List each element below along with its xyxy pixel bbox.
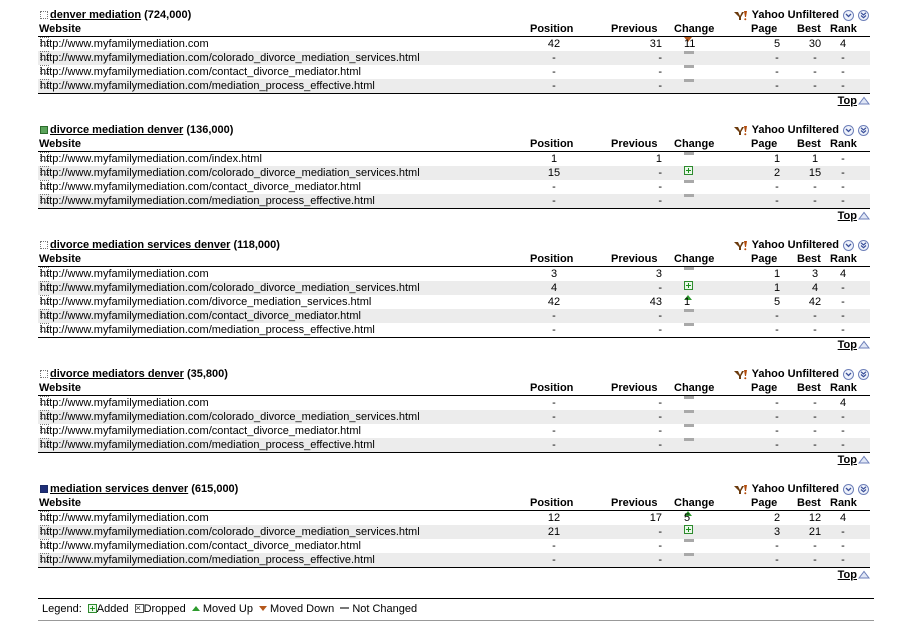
- page-cell: -: [775, 397, 779, 409]
- position-cell: 42: [547, 38, 561, 50]
- header-website[interactable]: Website: [39, 382, 81, 394]
- header-previous[interactable]: Previous: [611, 138, 658, 150]
- position-cell: -: [552, 181, 556, 193]
- position-cell: -: [552, 66, 556, 78]
- url-link[interactable]: http://www.myfamilymediation.com/contact_divorce_mediator.html: [40, 540, 361, 552]
- keyword-heading: [40, 482, 238, 496]
- previous-cell: 43: [649, 296, 662, 308]
- position-cell: 21: [547, 526, 561, 538]
- keyword-volume: (35,800): [186, 368, 228, 380]
- url-link[interactable]: http://www.myfamilymediation.com: [40, 268, 209, 280]
- header-position[interactable]: Position: [530, 253, 574, 265]
- rank-cell: -: [841, 526, 845, 538]
- added-icon: [684, 281, 693, 290]
- double-chevron-down-icon[interactable]: [858, 10, 869, 21]
- rank-cell: -: [841, 439, 845, 451]
- engine-label[interactable]: Yahoo Unfiltered: [751, 9, 839, 21]
- chevron-down-icon[interactable]: [843, 125, 854, 136]
- header-page[interactable]: Page: [751, 138, 778, 150]
- previous-cell: -: [658, 52, 662, 64]
- header-change[interactable]: Change: [674, 23, 715, 35]
- keyword-volume: (136,000): [186, 124, 234, 136]
- url-link[interactable]: http://www.myfamilymediation.com: [40, 38, 209, 50]
- rank-cell: -: [841, 554, 845, 566]
- top-link[interactable]: [838, 454, 870, 467]
- url-link[interactable]: http://www.myfamilymediation.com/divorce_mediation_services.html: [40, 296, 372, 308]
- legend-dropped: [135, 603, 186, 615]
- url-link[interactable]: http://www.myfamilymediation.com: [40, 512, 209, 524]
- header-change[interactable]: Change: [674, 382, 715, 394]
- table-row: [38, 295, 870, 309]
- rankings-table: [38, 253, 870, 338]
- best-cell: -: [813, 181, 817, 193]
- position-cell: 15: [547, 167, 561, 179]
- legend-bottom-divider: [38, 620, 874, 621]
- header-best[interactable]: Best: [797, 253, 821, 265]
- url-link[interactable]: http://www.myfamilymediation.com/colorado_divorce_mediation_services.html: [40, 526, 420, 538]
- keyword-volume: (118,000): [233, 239, 280, 251]
- best-cell: 3: [811, 268, 819, 280]
- yahoo-icon: [734, 125, 748, 135]
- table-row: [38, 438, 870, 453]
- up-arrow-icon: [858, 340, 870, 353]
- not-changed-icon: [684, 51, 694, 54]
- keyword-link[interactable]: mediation services denver: [50, 483, 189, 495]
- previous-cell: -: [658, 181, 662, 193]
- rank-cell: -: [841, 195, 845, 207]
- engine-selector: [734, 7, 869, 23]
- url-link[interactable]: http://www.myfamilymediation.com/mediation_process_effective.html: [40, 324, 375, 336]
- keyword-volume: (615,000): [191, 483, 239, 495]
- header-website[interactable]: Website: [39, 253, 81, 265]
- rank-cell: -: [841, 296, 845, 308]
- not-changed-icon: [684, 65, 694, 68]
- rank-cell: 4: [839, 397, 847, 409]
- best-cell: -: [813, 425, 817, 437]
- best-cell: -: [813, 397, 817, 409]
- chevron-down-icon[interactable]: [843, 240, 854, 251]
- url-link[interactable]: http://www.myfamilymediation.com/colorado_divorce_mediation_services.html: [40, 167, 420, 179]
- previous-cell: -: [658, 397, 662, 409]
- change-value: 5: [684, 512, 691, 524]
- best-cell: 12: [808, 512, 822, 524]
- position-cell: -: [552, 425, 556, 437]
- previous-cell: -: [658, 310, 662, 322]
- page-cell: -: [775, 324, 779, 336]
- chevron-down-icon[interactable]: [843, 10, 854, 21]
- top-link[interactable]: [838, 210, 870, 223]
- table-row: [38, 553, 870, 568]
- header-position[interactable]: Position: [530, 497, 574, 509]
- rank-cell: 4: [839, 512, 847, 524]
- rank-cell: 4: [839, 268, 847, 280]
- position-cell: -: [552, 195, 556, 207]
- change-value: 11: [684, 38, 696, 50]
- rank-cell: -: [841, 153, 845, 165]
- header-rank[interactable]: Rank: [830, 253, 857, 265]
- legend-title: Legend:: [42, 603, 82, 615]
- not-changed-icon: [684, 309, 694, 312]
- yahoo-icon: [734, 240, 748, 250]
- header-page[interactable]: Page: [751, 253, 778, 265]
- previous-cell: -: [658, 526, 662, 538]
- top-link-label[interactable]: Top: [837, 339, 857, 351]
- url-link[interactable]: http://www.myfamilymediation.com/colorado_divorce_mediation_services.html: [40, 52, 420, 64]
- table-row: [38, 281, 870, 295]
- table-row: [38, 51, 870, 65]
- engine-label[interactable]: Yahoo Unfiltered: [751, 124, 839, 136]
- engine-label[interactable]: Yahoo Unfiltered: [751, 483, 839, 495]
- legend-divider: [38, 598, 874, 599]
- top-link-label[interactable]: Top: [837, 210, 857, 222]
- table-row: [38, 410, 870, 424]
- rank-cell: -: [841, 540, 845, 552]
- header-rank[interactable]: Rank: [830, 497, 857, 509]
- rank-cell: -: [841, 80, 845, 92]
- header-change[interactable]: Change: [674, 138, 715, 150]
- table-row: [38, 511, 870, 525]
- page-cell: -: [775, 425, 779, 437]
- page-cell: -: [775, 439, 779, 451]
- previous-cell: 31: [649, 38, 662, 50]
- legend-not-changed-label: Not Changed: [352, 603, 418, 615]
- keyword-checkbox[interactable]: [40, 11, 48, 19]
- table-header: [38, 138, 870, 152]
- header-page[interactable]: Page: [751, 497, 778, 509]
- up-arrow-icon: [858, 211, 870, 224]
- table-row: [38, 65, 870, 79]
- added-icon: [684, 525, 693, 534]
- keyword-checkbox[interactable]: [40, 370, 48, 378]
- double-chevron-down-icon[interactable]: [858, 125, 869, 136]
- double-chevron-down-icon[interactable]: [858, 369, 869, 380]
- moved-down-icon: [259, 606, 267, 611]
- previous-cell: 1: [655, 153, 662, 165]
- best-cell: 30: [808, 38, 822, 50]
- rankings-table: [38, 23, 870, 94]
- previous-cell: -: [658, 282, 662, 294]
- keyword-heading: [40, 238, 280, 252]
- header-position[interactable]: Position: [530, 382, 574, 394]
- table-row: [38, 166, 870, 180]
- header-website[interactable]: Website: [39, 138, 81, 150]
- position-cell: -: [552, 80, 556, 92]
- rankings-table: [38, 138, 870, 209]
- header-page[interactable]: Page: [751, 23, 778, 35]
- rank-cell: -: [841, 425, 845, 437]
- dropped-icon: [135, 604, 144, 613]
- table-row: [38, 37, 870, 51]
- keyword-checkbox[interactable]: [40, 241, 48, 249]
- url-link[interactable]: http://www.myfamilymediation.com/mediation_process_effective.html: [40, 195, 375, 207]
- table-row: [38, 309, 870, 323]
- previous-cell: -: [658, 554, 662, 566]
- previous-cell: -: [658, 540, 662, 552]
- header-position[interactable]: Position: [530, 23, 574, 35]
- keyword-link[interactable]: divorce mediation denver: [50, 124, 184, 136]
- rank-cell: -: [841, 282, 845, 294]
- legend: [42, 602, 417, 616]
- best-cell: -: [813, 540, 817, 552]
- position-cell: -: [552, 411, 556, 423]
- top-link[interactable]: [838, 339, 870, 352]
- url-link[interactable]: http://www.myfamilymediation.com/contact_divorce_mediator.html: [40, 425, 361, 437]
- yahoo-icon: [734, 484, 748, 494]
- header-position[interactable]: Position: [530, 138, 574, 150]
- rank-cell: -: [841, 66, 845, 78]
- rankings-table: [38, 382, 870, 453]
- rank-cell: 4: [839, 38, 847, 50]
- not-changed-icon: [684, 539, 694, 542]
- url-link[interactable]: http://www.myfamilymediation.com/mediation_process_effective.html: [40, 80, 375, 92]
- not-changed-icon: [684, 410, 694, 413]
- page-cell: -: [775, 52, 779, 64]
- url-link[interactable]: http://www.myfamilymediation.com/mediation_process_effective.html: [40, 439, 375, 451]
- not-changed-icon: [684, 267, 694, 270]
- best-cell: -: [813, 52, 817, 64]
- previous-cell: -: [658, 324, 662, 336]
- rank-cell: -: [841, 181, 845, 193]
- previous-cell: -: [658, 80, 662, 92]
- header-rank[interactable]: Rank: [830, 23, 857, 35]
- rank-cell: -: [841, 324, 845, 336]
- keyword-heading: [40, 8, 191, 22]
- best-cell: -: [813, 80, 817, 92]
- rank-cell: -: [841, 52, 845, 64]
- rankings-table: [38, 497, 870, 568]
- rank-cell: -: [841, 310, 845, 322]
- position-cell: 12: [547, 512, 561, 524]
- header-best[interactable]: Best: [797, 138, 821, 150]
- position-cell: 42: [547, 296, 561, 308]
- best-cell: 15: [808, 167, 822, 179]
- added-icon: [684, 166, 693, 175]
- header-website[interactable]: Website: [39, 497, 81, 509]
- page-cell: -: [775, 310, 779, 322]
- table-header: [38, 253, 870, 267]
- page-cell: 5: [773, 38, 781, 50]
- added-icon: [88, 604, 97, 613]
- previous-cell: -: [658, 439, 662, 451]
- best-cell: 4: [811, 282, 819, 294]
- table-header: [38, 382, 870, 396]
- not-changed-icon: [684, 396, 694, 399]
- best-cell: -: [813, 310, 817, 322]
- best-cell: -: [813, 439, 817, 451]
- not-changed-icon: [684, 424, 694, 427]
- position-cell: -: [552, 397, 556, 409]
- page-cell: -: [775, 540, 779, 552]
- previous-cell: 17: [649, 512, 662, 524]
- up-arrow-icon: [858, 96, 870, 109]
- top-link-label[interactable]: Top: [837, 95, 857, 107]
- header-change[interactable]: Change: [674, 497, 715, 509]
- keyword-link[interactable]: divorce mediators denver: [50, 368, 184, 380]
- not-changed-icon: [684, 79, 694, 82]
- url-link[interactable]: http://www.myfamilymediation.com/mediation_process_effective.html: [40, 554, 375, 566]
- best-cell: -: [813, 195, 817, 207]
- keyword-link[interactable]: divorce mediation services denver: [50, 239, 231, 251]
- keyword-volume: (724,000): [144, 9, 192, 21]
- legend-added: [88, 603, 129, 615]
- table-row: [38, 396, 870, 410]
- page-cell: 5: [773, 296, 781, 308]
- page-cell: -: [775, 66, 779, 78]
- keyword-checkbox[interactable]: [40, 485, 48, 493]
- top-link-label[interactable]: Top: [837, 454, 857, 466]
- table-header: [38, 497, 870, 511]
- legend-not-changed: [340, 603, 417, 615]
- previous-cell: -: [658, 425, 662, 437]
- previous-cell: -: [658, 195, 662, 207]
- table-header: [38, 23, 870, 37]
- table-row: [38, 323, 870, 338]
- not-changed-icon: [684, 194, 694, 197]
- previous-cell: -: [658, 167, 662, 179]
- table-row: [38, 152, 870, 166]
- page-cell: 1: [773, 153, 781, 165]
- url-link[interactable]: http://www.myfamilymediation.com/contact_divorce_mediator.html: [40, 310, 361, 322]
- not-changed-icon: [340, 607, 349, 609]
- position-cell: -: [552, 439, 556, 451]
- best-cell: -: [813, 324, 817, 336]
- engine-selector: [734, 122, 869, 138]
- engine-label[interactable]: Yahoo Unfiltered: [751, 239, 839, 251]
- not-changed-icon: [684, 323, 694, 326]
- top-link-label[interactable]: Top: [837, 569, 857, 581]
- legend-added-label: Added: [96, 603, 129, 615]
- position-cell: -: [552, 324, 556, 336]
- table-row: [38, 180, 870, 194]
- table-row: [38, 79, 870, 94]
- keyword-heading: [40, 123, 233, 137]
- url-link[interactable]: http://www.myfamilymediation.com: [40, 397, 209, 409]
- legend-moved-up-label: Moved Up: [202, 603, 253, 615]
- engine-selector: [734, 237, 869, 253]
- legend-moved-up: [192, 603, 253, 615]
- top-link[interactable]: [838, 95, 870, 108]
- best-cell: 1: [811, 153, 819, 165]
- url-link[interactable]: http://www.myfamilymediation.com/contact_divorce_mediator.html: [40, 66, 361, 78]
- table-row: [38, 539, 870, 553]
- table-row: [38, 194, 870, 209]
- page-cell: 2: [773, 167, 781, 179]
- best-cell: -: [813, 411, 817, 423]
- header-best[interactable]: Best: [797, 382, 821, 394]
- double-chevron-down-icon[interactable]: [858, 240, 869, 251]
- page-cell: -: [775, 554, 779, 566]
- rank-cell: -: [841, 411, 845, 423]
- legend-moved-down: [259, 603, 334, 615]
- keyword-checkbox[interactable]: [40, 126, 48, 134]
- table-row: [38, 267, 870, 281]
- change-value: 1: [684, 296, 691, 308]
- page-cell: -: [775, 195, 779, 207]
- best-cell: -: [813, 554, 817, 566]
- page-cell: 2: [773, 512, 781, 524]
- header-previous[interactable]: Previous: [611, 497, 658, 509]
- legend-dropped-label: Dropped: [143, 603, 186, 615]
- header-best[interactable]: Best: [797, 497, 821, 509]
- not-changed-icon: [684, 180, 694, 183]
- up-arrow-icon: [858, 455, 870, 468]
- header-rank[interactable]: Rank: [830, 382, 857, 394]
- position-cell: 4: [550, 282, 558, 294]
- position-cell: -: [552, 310, 556, 322]
- header-rank[interactable]: Rank: [830, 138, 857, 150]
- best-cell: 42: [808, 296, 822, 308]
- url-link[interactable]: http://www.myfamilymediation.com/colorado_divorce_mediation_services.html: [40, 282, 420, 294]
- best-cell: 21: [808, 526, 822, 538]
- best-cell: -: [813, 66, 817, 78]
- position-cell: 3: [550, 268, 558, 280]
- not-changed-icon: [684, 438, 694, 441]
- yahoo-icon: [734, 369, 748, 379]
- rank-cell: -: [841, 167, 845, 179]
- not-changed-icon: [684, 553, 694, 556]
- previous-cell: -: [658, 66, 662, 78]
- legend-moved-down-label: Moved Down: [270, 603, 335, 615]
- double-chevron-down-icon[interactable]: [858, 484, 869, 495]
- yahoo-icon: [734, 10, 748, 20]
- position-cell: -: [552, 52, 556, 64]
- previous-cell: -: [658, 411, 662, 423]
- table-row: [38, 525, 870, 539]
- keyword-heading: [40, 367, 228, 381]
- header-previous[interactable]: Previous: [611, 253, 658, 265]
- engine-selector: [734, 366, 869, 382]
- header-page[interactable]: Page: [751, 382, 778, 394]
- table-row: [38, 424, 870, 438]
- url-link[interactable]: http://www.myfamilymediation.com/index.html: [40, 153, 262, 165]
- page-cell: -: [775, 411, 779, 423]
- header-previous[interactable]: Previous: [611, 382, 658, 394]
- engine-label[interactable]: Yahoo Unfiltered: [751, 368, 839, 380]
- page-cell: 1: [773, 282, 781, 294]
- moved-up-icon: [192, 606, 200, 611]
- chevron-down-icon[interactable]: [843, 484, 854, 495]
- header-website[interactable]: Website: [39, 23, 81, 35]
- up-arrow-icon: [858, 570, 870, 583]
- top-link[interactable]: [838, 569, 870, 582]
- chevron-down-icon[interactable]: [843, 369, 854, 380]
- position-cell: 1: [550, 153, 558, 165]
- header-change[interactable]: Change: [674, 253, 715, 265]
- previous-cell: 3: [655, 268, 662, 280]
- page-cell: 3: [773, 526, 781, 538]
- url-link[interactable]: http://www.myfamilymediation.com/colorado_divorce_mediation_services.html: [40, 411, 420, 423]
- url-link[interactable]: http://www.myfamilymediation.com/contact_divorce_mediator.html: [40, 181, 361, 193]
- page-cell: -: [775, 181, 779, 193]
- header-previous[interactable]: Previous: [611, 23, 658, 35]
- page-cell: 1: [773, 268, 781, 280]
- keyword-link[interactable]: denver mediation: [50, 9, 142, 21]
- page-cell: -: [775, 80, 779, 92]
- position-cell: -: [552, 540, 556, 552]
- position-cell: -: [552, 554, 556, 566]
- header-best[interactable]: Best: [797, 23, 821, 35]
- not-changed-icon: [684, 152, 694, 155]
- engine-selector: [734, 481, 869, 497]
